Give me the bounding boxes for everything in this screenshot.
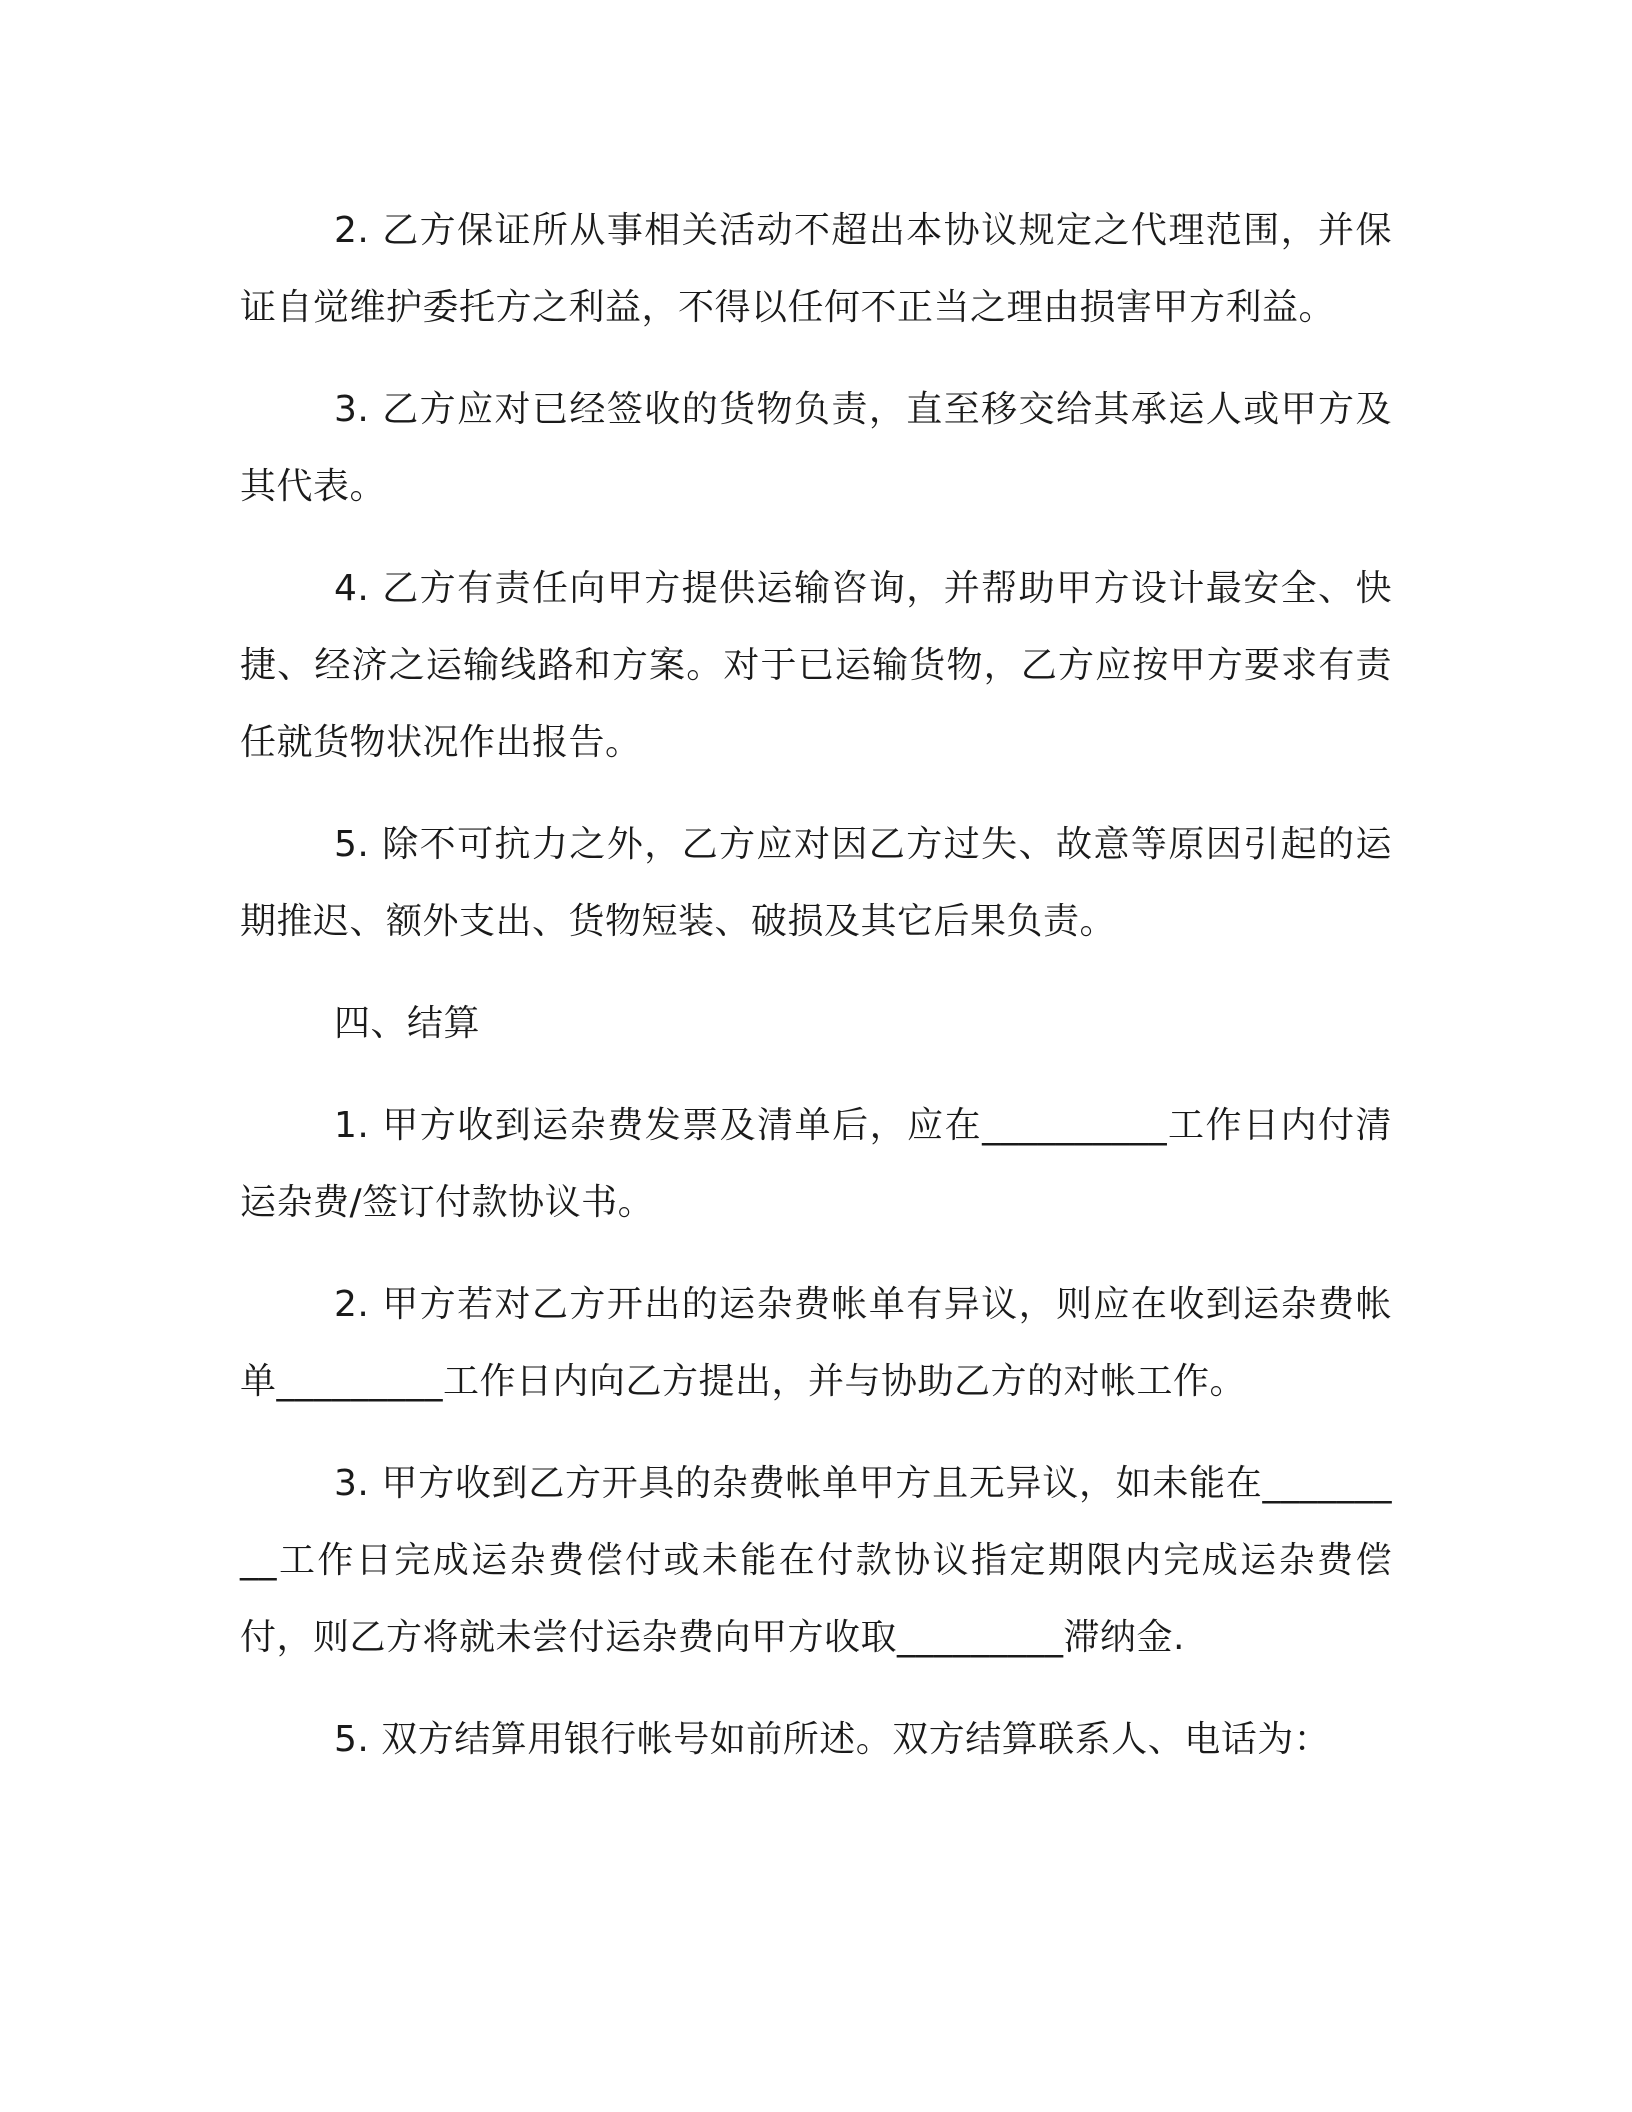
clause-paragraph: 3. 乙方应对已经签收的货物负责，直至移交给其承运人或甲方及其代表。 — [240, 389, 1392, 507]
section-heading: 四、结算 — [334, 1003, 481, 1044]
clause-paragraph: 2. 乙方保证所从事相关活动不超出本协议规定之代理范围，并保证自觉维护委托方之利益，不得以任何不正当之理由损害甲方利益。 — [240, 210, 1392, 328]
clause-paragraph: 4. 乙方有责任向甲方提供运输咨询，并帮助甲方设计最安全、快捷、经济之运输线路和方案。对于已运输货物，乙方应按甲方要求有责任就货物状况作出报告。 — [240, 568, 1392, 763]
clause-paragraph: 3. 甲方收到乙方开具的杂费帐单甲方且无异议，如未能在_________工作日完成运杂费偿付或未能在付款协议指定期限内完成运杂费偿付，则乙方将就未尝付运杂费向甲方收取_________滞纳金. — [240, 1463, 1392, 1658]
clause-paragraph: 5. 双方结算用银行帐号如前所述。双方结算联系人、电话为： — [334, 1719, 1331, 1760]
document-body — [240, 192, 1392, 1803]
clause-paragraph: 1. 甲方收到运杂费发票及清单后，应在__________工作日内付清运杂费/签订付款协议书。 — [240, 1105, 1392, 1223]
clause-paragraph: 2. 甲方若对乙方开出的运杂费帐单有异议，则应在收到运杂费帐单_________工作日内向乙方提出，并与协助乙方的对帐工作。 — [240, 1284, 1392, 1402]
clause-paragraph: 5. 除不可抗力之外，乙方应对因乙方过失、故意等原因引起的运期推迟、额外支出、货物短装、破损及其它后果负责。 — [240, 824, 1392, 942]
